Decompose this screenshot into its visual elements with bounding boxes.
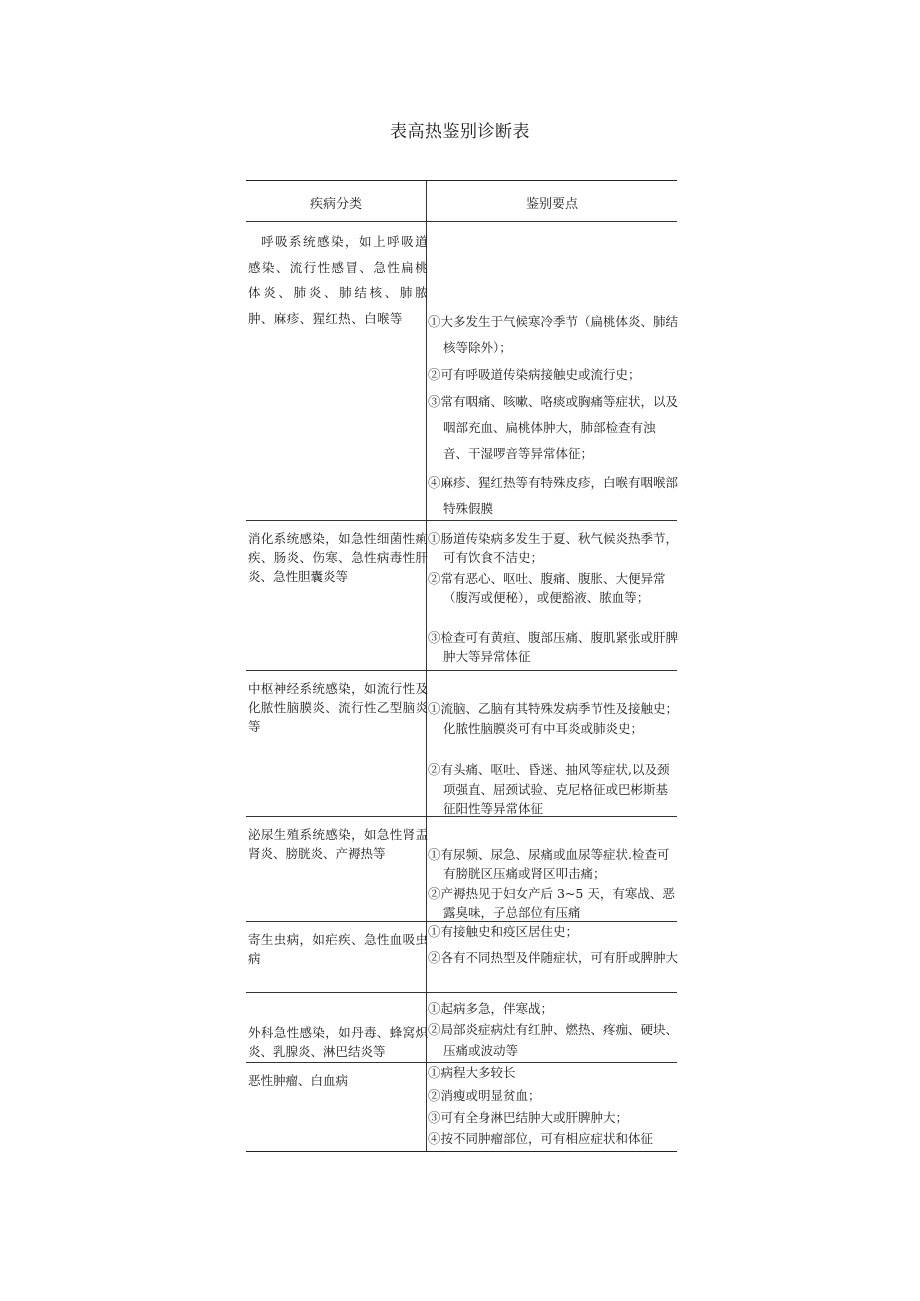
row-point: ①病程大多较长 <box>428 1065 516 1080</box>
row-point: ①起病多急，伴寒战； <box>428 1001 554 1016</box>
row-point: ②各有不同热型及伴随症状，可有肝或脾肿大 <box>428 950 679 965</box>
header-points: 鉴别要点 <box>525 197 578 212</box>
row-category: 呼吸系统感染，如上呼吸道感染、流行性感冒、急性扁桃体炎、肺炎、肺结核、肺脓肿、麻疹、猩红热、白喉等 <box>248 234 428 326</box>
row-point: ①有接触史和疫区居住史； <box>428 924 579 939</box>
row-point: ②局部炎症病灶有红肿、燃热、疼痂、硬块、压痛或波动等 <box>428 1022 679 1058</box>
row-point: ②常有恶心、呕吐、腹痛、腹胀、大便异常（腹泻或便秘），或便豁液、脓血等； <box>428 571 666 605</box>
row-point: ③常有咽痛、咳嗽、咯痰或胸痛等症状，以及咽部充血、扁桃体肿大，肺部检查有浊音、干湿啰音等异常体征； <box>428 394 679 461</box>
row-point: ②产褥热见于妇女产后 3~5 天，有寒战、恶露臭味，子总部位有压痛 <box>428 886 675 920</box>
header-category: 疾病分类 <box>309 197 362 212</box>
page-title: 表高热鉴别诊断表 <box>390 122 530 142</box>
row-category: 外科急性感染，如丹毒、蜂窝炽炎、乳腺炎、淋巴结炎等 <box>248 1025 428 1059</box>
row-category: 消化系统感染，如急性细菌性痢疾、肠炎、伤寒、急性病毒性肝炎、急性胆囊炎等 <box>248 531 428 584</box>
table-top-rule <box>246 180 677 181</box>
row-category: 寄生虫病，如疟疾、急性血吸虫病 <box>248 932 428 966</box>
row-point: ①肠道传染病多发生于夏、秋气候炎热季节，可有饮食不洁史； <box>428 531 679 565</box>
row-category: 泌尿生殖系统感染，如急性肾盂肾炎、膀胱炎、产褥热等 <box>248 827 428 861</box>
row-point: ②有头痛、呕吐、昏迷、抽风等症状,以及颈项强直、屈颈试验、克尼格征或巴彬斯基征阳性等异常体征 <box>428 762 670 816</box>
row-category: 恶性肿瘤、白血病 <box>248 1073 349 1088</box>
row-category: 中枢神经系统感染，如流行性及化脓性脑膜炎、流行性乙型脑炎等 <box>248 681 428 734</box>
row-point: ①有尿频、尿急、尿痛或血尿等症状.检查可有膀胱区压痛或肾区叩击痛； <box>428 847 670 881</box>
row-point: ④麻疹、猩红热等有特殊皮疹，白喉有咽喉部特殊假膜 <box>428 475 679 516</box>
row-point: ④按不同肿瘤部位，可有相应症状和体征 <box>428 1131 654 1146</box>
row-point: ③可有全身淋巴结肿大或肝脾肿大； <box>428 1110 629 1125</box>
row-point: ②可有呼吸道传染病接触史或流行史； <box>428 367 641 382</box>
row-rule <box>246 670 677 671</box>
row-point: ①大多发生于气候寒冷季节（扁桃体炎、肺结核等除外）； <box>428 314 679 355</box>
row-point: ③检查可有黄疸、腹部压痛、腹肌紧张或肝脾肿大等异常体征 <box>428 630 679 664</box>
row-rule <box>246 992 677 993</box>
row-point: ①流脑、乙脑有其特殊发病季节性及接触史；化脓性脑膜炎可有中耳炎或肺炎史； <box>428 701 679 736</box>
table-bottom-rule <box>246 1151 677 1152</box>
header-rule <box>246 221 677 222</box>
row-point: ②消瘦或明显贫血； <box>428 1088 541 1103</box>
